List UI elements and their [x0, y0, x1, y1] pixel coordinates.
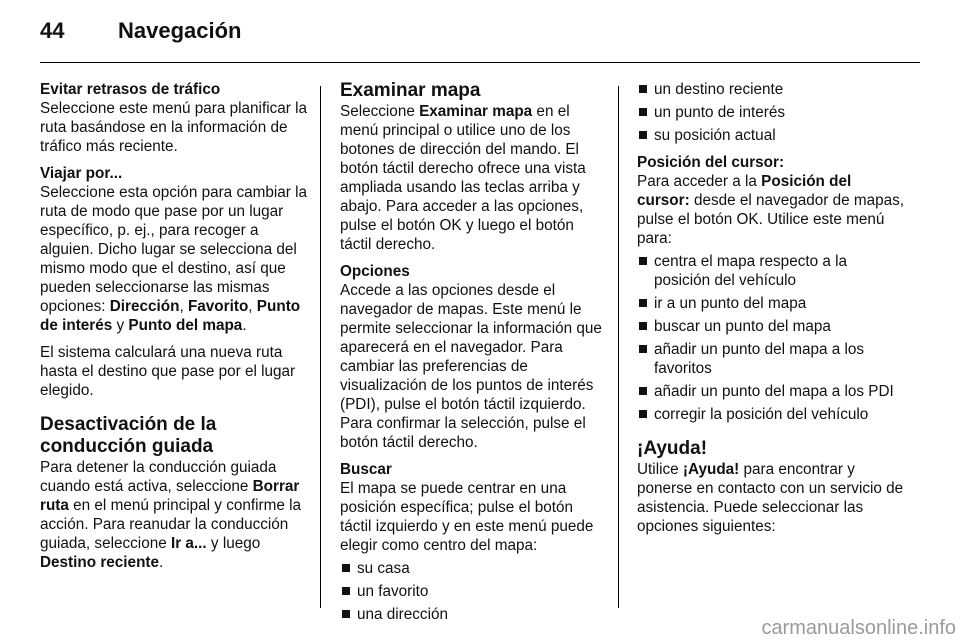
heading-evitar-retrasos: Evitar retrasos de tráfico	[40, 81, 221, 98]
heading-viajar-por: Viajar por...	[40, 165, 123, 182]
term-favorito: Favorito	[187, 298, 249, 315]
column-1	[40, 80, 308, 572]
term-borrar-ruta: Borrar ruta	[40, 478, 300, 514]
term-direccion: Dirección	[109, 298, 180, 315]
list-item: un destino reciente	[637, 80, 904, 99]
list-buscar-options	[340, 559, 605, 624]
page-number: 44	[40, 18, 65, 43]
list-item: un favorito	[340, 582, 605, 601]
term-punto-del-mapa: Punto del mapa	[128, 317, 243, 334]
heading-examinar-mapa: Examinar mapa	[340, 80, 481, 101]
list-item: corregir la posición del vehículo	[637, 405, 904, 424]
list-item: añadir un punto del mapa a los PDI	[637, 382, 904, 401]
watermark: carmanualsonline.info	[761, 617, 956, 639]
section-title: Navegación	[118, 18, 242, 43]
list-item: su casa	[340, 559, 605, 578]
term-ir-a: Ir a...	[170, 535, 207, 552]
list-item: centra el mapa respecto a la posición del vehículo	[637, 252, 904, 290]
paragraph-ayuda: Utilice ¡Ayuda! para encontrar y ponerse en contacto con un servicio de asistencia. Puede seleccionar las opciones siguientes:	[637, 461, 904, 535]
paragraph-evitar-retrasos: Seleccione este menú para planificar la ruta basándose en la información de tráfico más reciente.	[40, 100, 308, 155]
list-item: su posición actual	[637, 126, 904, 145]
column-2	[340, 80, 605, 624]
column-divider	[320, 86, 321, 608]
heading-desactivacion: Desactivación de la conducción guiada	[40, 414, 217, 457]
heading-posicion-cursor: Posición del cursor:	[637, 154, 785, 171]
heading-ayuda: ¡Ayuda!	[637, 438, 708, 459]
paragraph-desactivacion: Para detener la conducción guiada cuando está activa, seleccione Borrar ruta en el menú principal y confirme la acción. Para reanudar la conducción guiada, seleccione Ir a... y luego Destino reciente.	[40, 459, 302, 571]
term-destino-reciente: Destino reciente	[40, 554, 160, 571]
column-divider	[618, 86, 619, 608]
list-cursor-options	[637, 252, 904, 424]
list-buscar-options-continued	[637, 80, 904, 145]
list-item: buscar un punto del mapa	[637, 317, 904, 336]
paragraph-examinar-mapa: Seleccione Examinar mapa en el menú principal o utilice uno de los botones de dirección del mando. El botón táctil derecho ofrece una vista ampliada usando las teclas arriba y abajo. Para acceder a las opciones, pulse el botón OK y luego el botón táctil derecho.	[340, 103, 586, 253]
header-divider	[40, 62, 920, 63]
term-ayuda: ¡Ayuda!	[682, 461, 740, 478]
term-punto-de-interes: Punto de interés	[40, 298, 301, 334]
term-examinar-mapa: Examinar mapa	[419, 103, 533, 120]
heading-opciones: Opciones	[340, 263, 410, 280]
list-item: un punto de interés	[637, 103, 904, 122]
list-item: ir a un punto del mapa	[637, 294, 904, 313]
list-item: añadir un punto del mapa a los favoritos	[637, 340, 904, 378]
column-3	[637, 80, 904, 536]
term-posicion-del-cursor: Posición del cursor:	[637, 173, 852, 209]
list-item: una dirección	[340, 605, 605, 624]
paragraph-posicion-cursor: Para acceder a la Posición del cursor: desde el navegador de mapas, pulse el botón OK. Utilice este menú para:	[637, 173, 905, 247]
paragraph-viajar-por: Seleccione esta opción para cambiar la ruta de modo que pase por un lugar específico, p. ej., para recoger a alguien. Dicho lugar se selecciona del mismo modo que el destino, así que pueden seleccionarse las mismas opciones: Dirección, Favorito, Punto de interés y Punto del mapa.	[40, 184, 308, 334]
page-header	[40, 18, 920, 58]
heading-buscar: Buscar	[340, 461, 392, 478]
paragraph-calculara: El sistema calculará una nueva ruta hasta el destino que pase por el lugar elegido.	[40, 344, 296, 399]
paragraph-buscar: El mapa se puede centrar en una posición específica; pulse el botón táctil izquierdo y en este menú puede elegir como centro del mapa:	[340, 480, 594, 554]
paragraph-opciones: Accede a las opciones desde el navegador de mapas. Este menú le permite seleccionar la información que aparecerá en el navegador. Para cambiar las preferencias de visualización de los puntos de interés (PDI), pulse el botón táctil izquierdo. Para confirmar la selección, pulse el botón táctil derecho.	[340, 282, 602, 451]
